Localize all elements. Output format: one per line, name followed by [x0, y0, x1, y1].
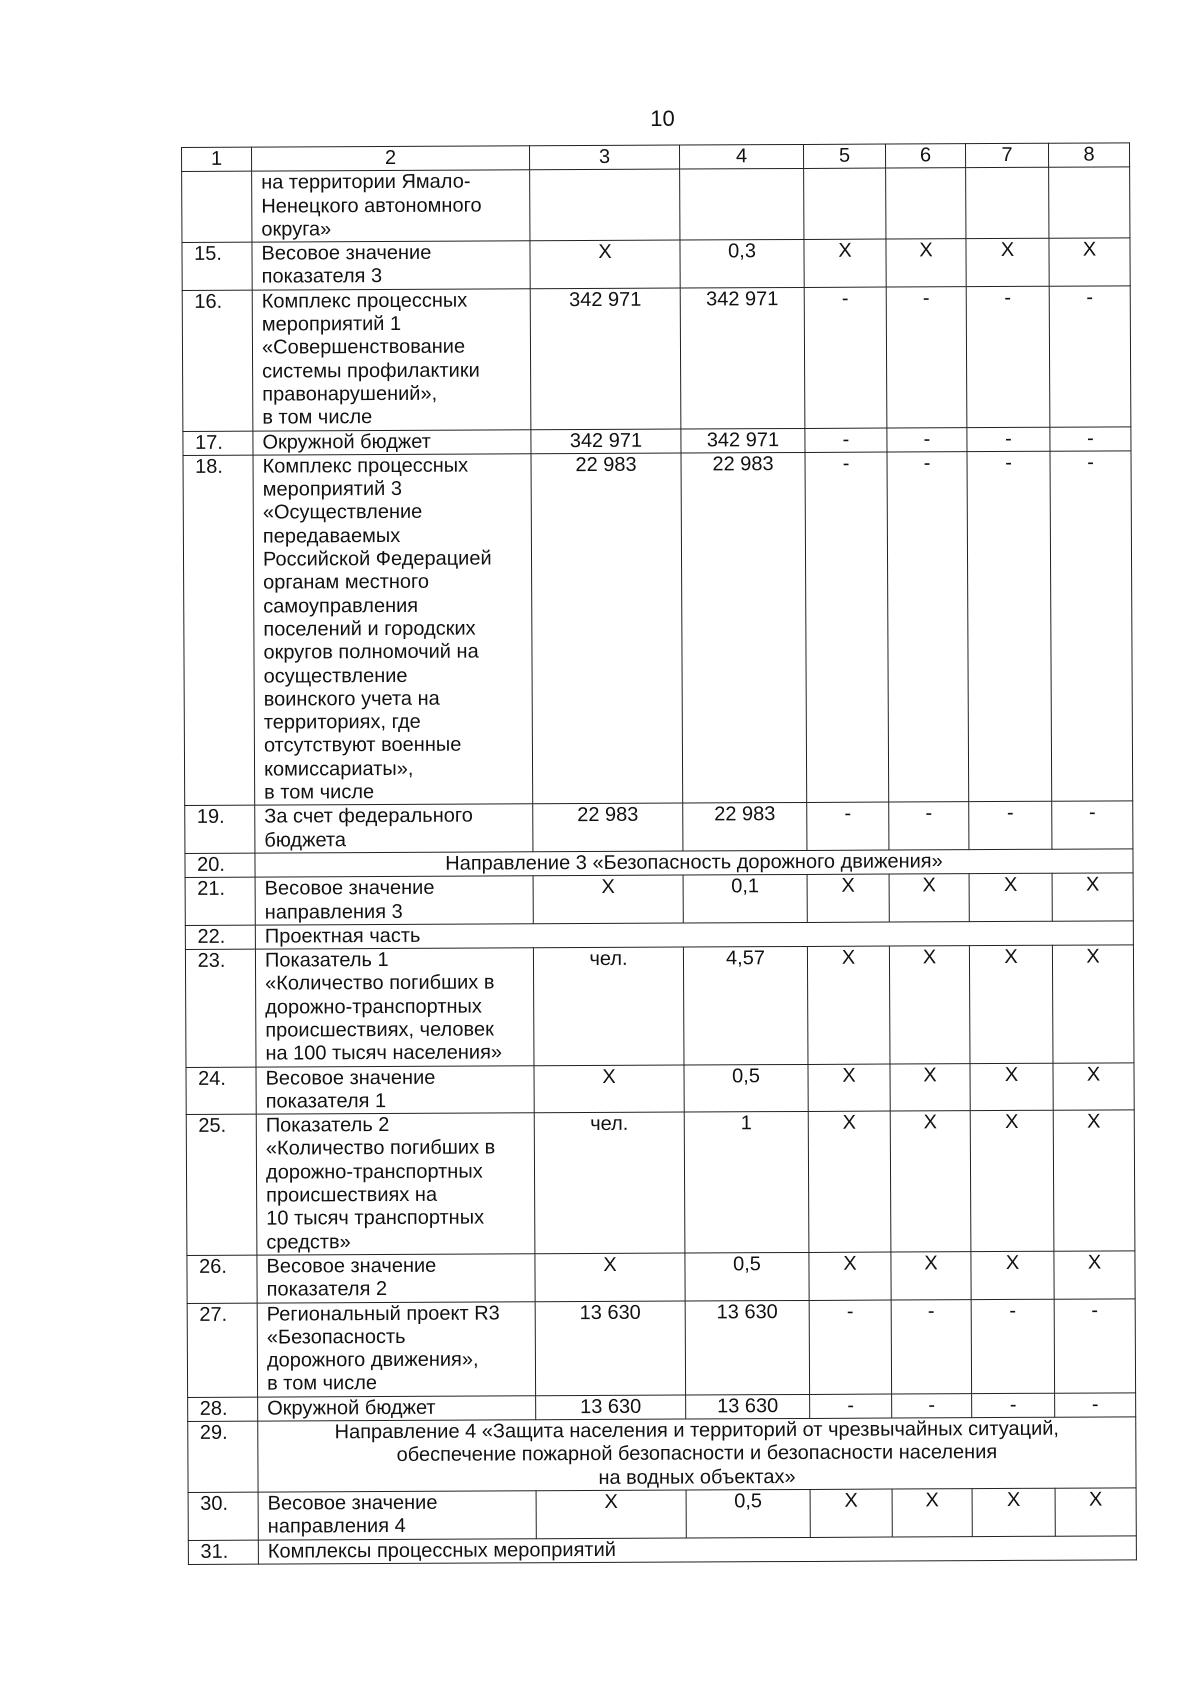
text-line: Ненецкого автономного	[261, 194, 482, 218]
value-cell-c8: -	[1050, 451, 1133, 802]
value-cell-c6: X	[889, 874, 969, 922]
row-description	[258, 1396, 536, 1422]
row-number: 20.	[185, 853, 255, 878]
table-row	[188, 1417, 1136, 1493]
value-cell-c5: -	[804, 287, 887, 428]
value-cell-c7: X	[970, 1063, 1053, 1111]
text-line: передаваемых	[262, 524, 401, 548]
value-cell-c3: 22 983	[533, 803, 683, 851]
row-description	[255, 876, 533, 925]
header-cell: 2	[252, 146, 530, 172]
value-cell-c5: X	[807, 946, 890, 1064]
row-description	[252, 289, 531, 431]
row-description	[257, 1254, 535, 1303]
value-cell-c8: X	[1052, 945, 1134, 1063]
value-cell-c7: X	[966, 238, 1049, 286]
value-cell-c8: -	[1052, 801, 1133, 849]
value-cell-c6: X	[886, 239, 966, 287]
text-line: комиссариаты»,	[263, 757, 414, 781]
header-cell: 4	[679, 144, 803, 169]
value-cell-c8: -	[1050, 426, 1131, 451]
value-cell-c8: X	[1049, 238, 1130, 286]
value-cell-c7: -	[971, 1299, 1054, 1394]
table-row	[185, 945, 1134, 1067]
text-line: Показатель 1	[264, 949, 389, 972]
value-cell-c7: -	[966, 286, 1050, 427]
text-line: Весовое значение	[264, 876, 435, 900]
text-line: 10 тысяч транспортных	[266, 1206, 485, 1230]
text-line: в том числе	[266, 1372, 378, 1396]
text-line: Проектная часть	[264, 924, 421, 948]
row-description	[256, 1113, 535, 1255]
header-cell: 5	[803, 144, 885, 169]
text-line: направления 4	[267, 1515, 406, 1538]
value-cell-c6: -	[892, 1393, 972, 1418]
value-cell-c6: X	[889, 946, 970, 1064]
value-cell-c5	[804, 168, 886, 239]
value-cell-c4: 1	[684, 1112, 809, 1253]
table-row	[187, 1251, 1135, 1303]
text-line: Окружной бюджет	[262, 430, 431, 454]
value-cell-c4: 342 971	[681, 428, 805, 453]
table-row	[182, 167, 1130, 243]
table-row	[186, 1110, 1135, 1255]
value-cell-c3: X	[533, 875, 683, 923]
value-cell-c7: X	[969, 873, 1052, 921]
text-line: показателя 2	[266, 1278, 388, 1301]
value-cell-c6: X	[892, 1489, 972, 1537]
value-cell-c3: 22 983	[531, 453, 683, 804]
value-cell-c3: X	[530, 240, 680, 288]
value-cell-c8: X	[1055, 1488, 1136, 1536]
header-cell: 7	[965, 143, 1048, 168]
value-cell-c7: X	[970, 1110, 1054, 1251]
value-cell-c4: 22 983	[681, 452, 807, 803]
text-line: дорожно-транспортных	[265, 1160, 483, 1184]
section-title	[258, 1417, 1136, 1492]
header-cell: 6	[885, 144, 965, 169]
text-line: Комплекс процессных	[262, 454, 469, 478]
row-description	[253, 429, 531, 455]
text-line: на 100 тысяч населения»	[265, 1041, 503, 1065]
row-number: 19.	[185, 805, 255, 853]
text-line: дорожно-транспортных	[265, 995, 482, 1019]
row-description	[258, 1491, 536, 1540]
section-subtitle	[258, 1535, 1136, 1564]
text-line: Направление 3 «Безопасность дорожного движения»	[445, 850, 943, 875]
value-cell-c5: X	[804, 239, 886, 287]
row-description	[257, 1301, 535, 1397]
row-number: 26.	[187, 1255, 257, 1303]
text-line: Российской Федерацией	[262, 547, 492, 571]
text-line: мероприятий 3	[262, 478, 402, 501]
text-line: «Осуществление	[262, 501, 423, 525]
text-line: органам местного	[263, 571, 430, 594]
value-cell-c6: -	[887, 452, 969, 803]
text-line: правонарушений»,	[262, 382, 438, 406]
text-line: Направление 4 «Защита населения и территорий от чрезвычайных ситуаций,	[334, 1417, 1059, 1444]
text-line: обеспечение пожарной безопасности и безопасности населения	[396, 1441, 998, 1467]
text-line: «Совершенствование	[261, 335, 466, 359]
value-cell-c6: X	[890, 1063, 970, 1111]
value-cell-c5: -	[810, 1394, 892, 1419]
value-cell-c7: -	[967, 427, 1050, 452]
text-line: самоуправления	[263, 594, 419, 618]
value-cell-c7: X	[969, 945, 1053, 1063]
row-description	[255, 948, 534, 1067]
header-cell: 1	[182, 147, 252, 172]
row-number: 27.	[187, 1303, 257, 1398]
row-number: 21.	[185, 877, 255, 925]
text-line: округов полномочий на	[263, 640, 479, 664]
row-number: 22.	[185, 925, 255, 950]
text-line: бюджета	[264, 828, 347, 852]
row-description	[255, 804, 533, 853]
text-line: Весовое значение	[266, 1254, 437, 1278]
value-cell-c5: X	[809, 1252, 891, 1300]
value-cell-c4: 0,3	[680, 240, 804, 288]
value-cell-c4	[680, 169, 804, 240]
value-cell-c4: 342 971	[680, 287, 805, 428]
value-cell-c5: -	[805, 428, 887, 453]
value-cell-c6: -	[891, 1299, 971, 1394]
text-line: показателя 1	[265, 1089, 387, 1113]
table-row	[183, 451, 1133, 806]
value-cell-c5: -	[809, 1300, 891, 1395]
text-line: на водных объектах»	[598, 1465, 796, 1489]
row-description	[252, 170, 530, 242]
value-cell-c6: -	[889, 802, 969, 850]
value-cell-c5: X	[810, 1489, 892, 1537]
text-line: Комплексы процессных мероприятий	[267, 1538, 616, 1563]
table-row	[185, 873, 1133, 925]
row-number: 31.	[188, 1540, 258, 1565]
value-cell-c5: X	[808, 1111, 891, 1252]
text-line: дорожного движения»,	[266, 1348, 479, 1372]
value-cell-c8: X	[1052, 873, 1133, 921]
text-line: происшествиях, человек	[265, 1018, 494, 1042]
text-line: Комплекс процессных	[261, 289, 468, 313]
text-line: Окружной бюджет	[267, 1396, 436, 1420]
value-cell-c4: 0,5	[686, 1489, 810, 1537]
value-cell-c5: X	[808, 1064, 890, 1112]
row-number: 28.	[188, 1397, 258, 1422]
text-line: Весовое значение	[267, 1491, 438, 1515]
row-number: 18.	[183, 455, 255, 806]
row-number: 23.	[185, 949, 256, 1067]
table-row	[187, 1298, 1135, 1397]
value-cell-c5: X	[807, 874, 889, 922]
value-cell-c7: -	[967, 451, 1052, 802]
text-line: средств»	[266, 1230, 351, 1254]
value-cell-c7	[966, 168, 1049, 239]
text-line: поселений и городских	[263, 617, 476, 641]
row-number: 17.	[183, 431, 253, 456]
value-cell-c4: 4,57	[683, 947, 808, 1065]
value-cell-c6: X	[890, 1111, 971, 1252]
text-line: Весовое значение	[261, 241, 432, 265]
value-cell-c3: 13 630	[536, 1395, 686, 1420]
text-line: осуществление	[263, 664, 408, 688]
value-cell-c3: X	[535, 1253, 685, 1301]
value-cell-c3: 13 630	[535, 1301, 685, 1396]
table-row	[182, 286, 1131, 431]
value-cell-c3: X	[534, 1065, 684, 1113]
header-cell: 3	[529, 145, 679, 170]
text-line: направления 3	[264, 900, 403, 924]
row-number: 25.	[186, 1114, 257, 1255]
value-cell-c3: чел.	[534, 1112, 685, 1254]
value-cell-c3: X	[536, 1490, 686, 1538]
table-row	[182, 238, 1130, 290]
value-cell-c8	[1049, 167, 1130, 238]
text-line: За счет федерального	[264, 804, 473, 828]
value-cell-c3	[530, 169, 680, 241]
table-body	[182, 143, 1137, 1564]
data-table	[181, 142, 1137, 1564]
value-cell-c3: чел.	[533, 947, 684, 1065]
text-line: в том числе	[264, 781, 375, 804]
text-line: системы профилактики	[262, 359, 480, 383]
text-line: воинского учета на	[263, 687, 440, 711]
value-cell-c4: 0,5	[685, 1252, 809, 1300]
value-cell-c8: X	[1054, 1251, 1135, 1299]
row-description	[252, 241, 530, 290]
row-description	[253, 454, 533, 806]
text-line: показателя 3	[261, 265, 383, 289]
value-cell-c8: -	[1054, 1298, 1135, 1393]
value-cell-c7: -	[972, 1393, 1055, 1418]
value-cell-c3: 342 971	[530, 288, 681, 430]
value-cell-c5: -	[805, 452, 889, 803]
value-cell-c4: 13 630	[686, 1394, 810, 1419]
value-cell-c8: X	[1053, 1110, 1135, 1251]
value-cell-c7: X	[972, 1488, 1055, 1536]
value-cell-c8: X	[1053, 1062, 1134, 1110]
text-line: «Количество погибших в	[265, 1136, 496, 1161]
text-line: территориях, где	[263, 710, 421, 734]
text-line: «Безопасность	[266, 1325, 406, 1349]
value-cell-c8: -	[1049, 286, 1131, 427]
table-row	[186, 1062, 1134, 1114]
text-line: происшествиях на	[266, 1183, 438, 1207]
value-cell-c6: -	[887, 427, 967, 452]
row-number: 15.	[182, 242, 252, 290]
row-number: 29.	[188, 1421, 258, 1492]
table-row	[185, 801, 1133, 853]
value-cell-c7: -	[969, 802, 1052, 850]
value-cell-c5: -	[807, 802, 889, 850]
value-cell-c6: -	[886, 286, 967, 427]
value-cell-c6: X	[891, 1252, 971, 1300]
table-row	[188, 1535, 1136, 1564]
header-cell: 8	[1048, 143, 1129, 168]
value-cell-c3: 342 971	[531, 429, 681, 454]
text-line: мероприятий 1	[261, 313, 402, 336]
text-line: округа»	[261, 218, 332, 241]
value-cell-c4: 0,1	[683, 875, 807, 923]
row-number: 16.	[182, 290, 253, 431]
text-line: отсутствуют военные	[263, 734, 462, 758]
row-number: 30.	[188, 1492, 258, 1540]
row-number: 24.	[186, 1067, 256, 1115]
text-line: Региональный проект R3	[266, 1302, 500, 1326]
value-cell-c8: -	[1055, 1393, 1136, 1418]
value-cell-c7: X	[971, 1251, 1054, 1299]
row-number	[182, 171, 252, 242]
value-cell-c4: 22 983	[683, 803, 807, 851]
value-cell-c4: 13 630	[685, 1300, 809, 1395]
text-line: в том числе	[262, 406, 373, 429]
text-line: Весовое значение	[265, 1066, 436, 1090]
table-row	[188, 1488, 1136, 1540]
page-number: 10	[650, 106, 675, 131]
text-line: Показатель 2	[265, 1114, 390, 1137]
text-line: на территории Ямало-	[261, 170, 471, 194]
text-line: «Количество погибших в	[265, 971, 495, 995]
value-cell-c6	[886, 168, 966, 239]
value-cell-c4: 0,5	[684, 1064, 808, 1112]
row-description	[256, 1065, 534, 1114]
